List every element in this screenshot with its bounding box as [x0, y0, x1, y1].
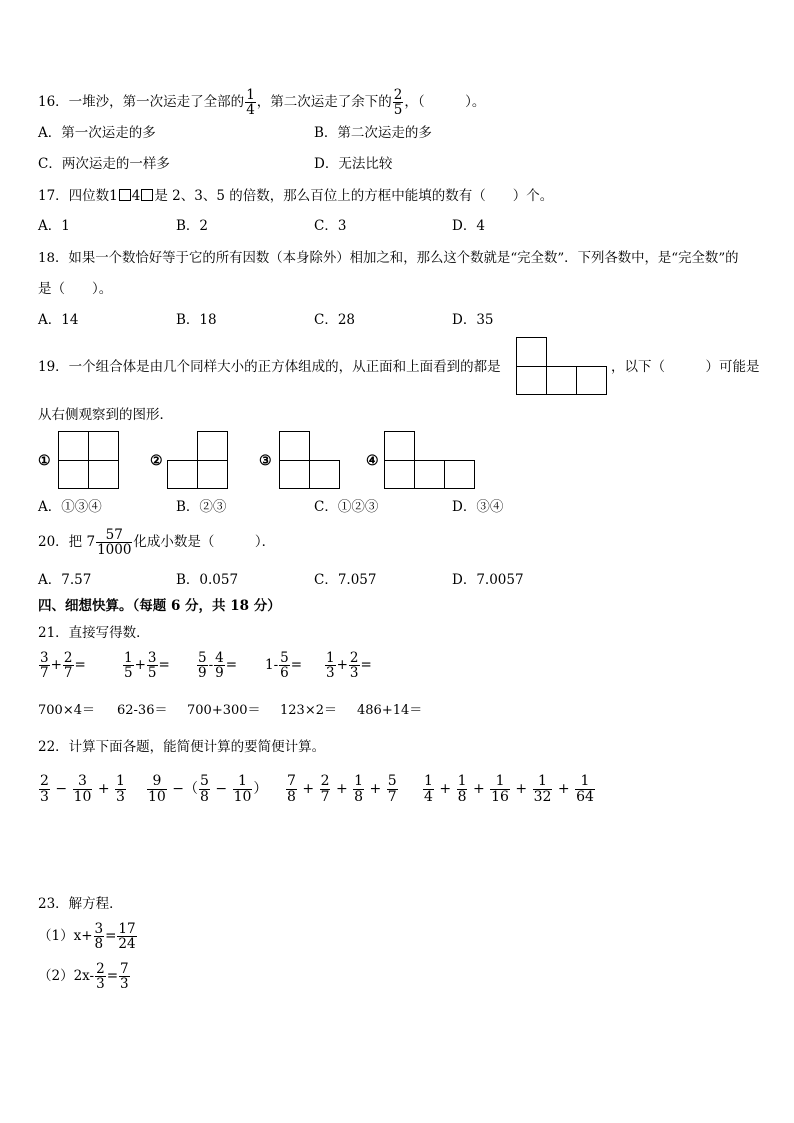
q18-option-d: D．35 — [452, 312, 494, 328]
q16-option-a: A．第一次运走的多 — [38, 125, 156, 141]
q16-option-d: D．无法比较 — [314, 156, 393, 172]
q23-problem-2: （2）2x- $\frac{2}{3}$ = $\frac{7}{3}$ — [38, 961, 129, 993]
q21-title: 21．直接写得数． — [38, 625, 150, 641]
q20-option-a: A．7.57 — [38, 572, 92, 588]
q20-stem: 20．把 7 $\frac{57}{1000}$ 化成小数是（ ）． — [38, 527, 276, 559]
figure-3 — [279, 431, 341, 489]
figure-1 — [58, 431, 120, 489]
q20-option-c: C．7.057 — [314, 572, 377, 588]
q18-option-a: A．14 — [38, 312, 79, 328]
fraction: $\frac{57}{1000}$ — [97, 527, 132, 559]
section-heading: 四、细想快算。（每题 6 分，共 18 分） — [38, 598, 281, 614]
q22-expr-1: $\frac{2}{3}$ − $\frac{3}{10}$ + $\frac{1}{3}$ — [40, 773, 125, 805]
q19-option-d: D．③④ — [452, 499, 504, 515]
q21-row2-item: 700+300＝ — [187, 703, 261, 718]
q19-stem-b: ，以下（ ）可能是 — [611, 359, 760, 375]
q22-expr-3: $\frac{7}{8}$ + $\frac{2}{7}$ + $\frac{1}{8}$ + $\frac{5}{7}$ — [287, 773, 397, 805]
q18-stem-line1: 18．如果一个数恰好等于它的所有因数（本身除外）相加之和，那么这个数就是“完全数”．下列各数中，是“完全数”的 — [38, 251, 739, 266]
q17-option-c: C．3 — [314, 218, 347, 234]
q19-stem-a: 19．一个组合体是由几个同样大小的正方体组成的，从正面和上面看到的都是 — [38, 359, 501, 375]
q23-problem-1: （1）x+ $\frac{3}{8}$ = $\frac{17}{24}$ — [38, 921, 136, 953]
blank-box — [119, 189, 131, 201]
q19-stem-line2: 从右侧观察到的图形． — [38, 407, 173, 423]
q16-option-b: B．第二次运走的多 — [314, 125, 432, 141]
q22-expr-2: $\frac{9}{10}$ −（ $\frac{5}{8}$ − $\frac{1}{10}$ ） — [148, 773, 268, 805]
q23-title: 23．解方程． — [38, 896, 123, 912]
q17-stem: 17．四位数1 4 是 2、3、5 的倍数，那么百位上的方框中能填的数有（ ）个。 — [38, 188, 554, 204]
figure-label-1: ① — [38, 453, 51, 469]
q18-stem-line2: 是（ ）。 — [38, 281, 113, 297]
q19-option-b: B．②③ — [176, 499, 227, 515]
q16-option-c: C．两次运走的一样多 — [38, 156, 170, 172]
q21-expr-2: $\frac{1}{5}$ + $\frac{3}{5}$ = — [124, 650, 170, 682]
figure-label-4: ④ — [366, 453, 379, 469]
q21-row2-item: 486+14＝ — [357, 703, 423, 718]
q22-title: 22．计算下面各题，能简便计算的要简便计算。 — [38, 739, 326, 755]
q16-stem: 16．一堆沙，第一次运走了全部的 $\frac{1}{4}$ ，第二次运走了余下的 $\frac{2}{5}$ ，（ ）。 — [38, 87, 486, 119]
q18-option-c: C．28 — [314, 312, 356, 328]
fraction: $\frac{1}{4}$ — [246, 87, 255, 119]
q19-option-c: C．①②③ — [314, 499, 379, 515]
q21-row2-item: 700×4＝ — [38, 703, 95, 718]
q20-option-b: B．0.057 — [176, 572, 239, 588]
q18-option-b: B．18 — [176, 312, 217, 328]
fraction: $\frac{2}{5}$ — [393, 87, 403, 119]
figure-4 — [384, 431, 476, 489]
q19-option-a: A．①③④ — [38, 499, 102, 515]
q21-expr-1: $\frac{3}{7}$ + $\frac{2}{7}$ = — [40, 650, 86, 682]
figure-label-2: ② — [150, 453, 163, 469]
q19-view-figure — [516, 337, 608, 395]
q17-option-a: A．1 — [38, 218, 70, 234]
figure-2 — [167, 431, 229, 489]
q22-expr-4: $\frac{1}{4}$ + $\frac{1}{8}$ + $\frac{1}{16}$ + $\frac{1}{32}$ + $\frac{1}{64}$ — [424, 773, 594, 805]
q21-expr-3: $\frac{5}{9}$ - $\frac{4}{9}$ = — [198, 650, 238, 682]
q20-option-d: D．7.0057 — [452, 572, 524, 588]
q21-row2-item: 123×2＝ — [280, 703, 337, 718]
q21-row2-item: 62-36＝ — [117, 703, 168, 718]
q21-expr-4: 1- $\frac{5}{6}$ = — [265, 650, 303, 682]
blank-box — [141, 189, 153, 201]
q17-option-b: B．2 — [176, 218, 209, 234]
q17-option-d: D．4 — [452, 218, 485, 234]
figure-label-3: ③ — [259, 453, 272, 469]
q21-expr-5: $\frac{1}{3}$ + $\frac{2}{3}$ = — [326, 650, 372, 682]
